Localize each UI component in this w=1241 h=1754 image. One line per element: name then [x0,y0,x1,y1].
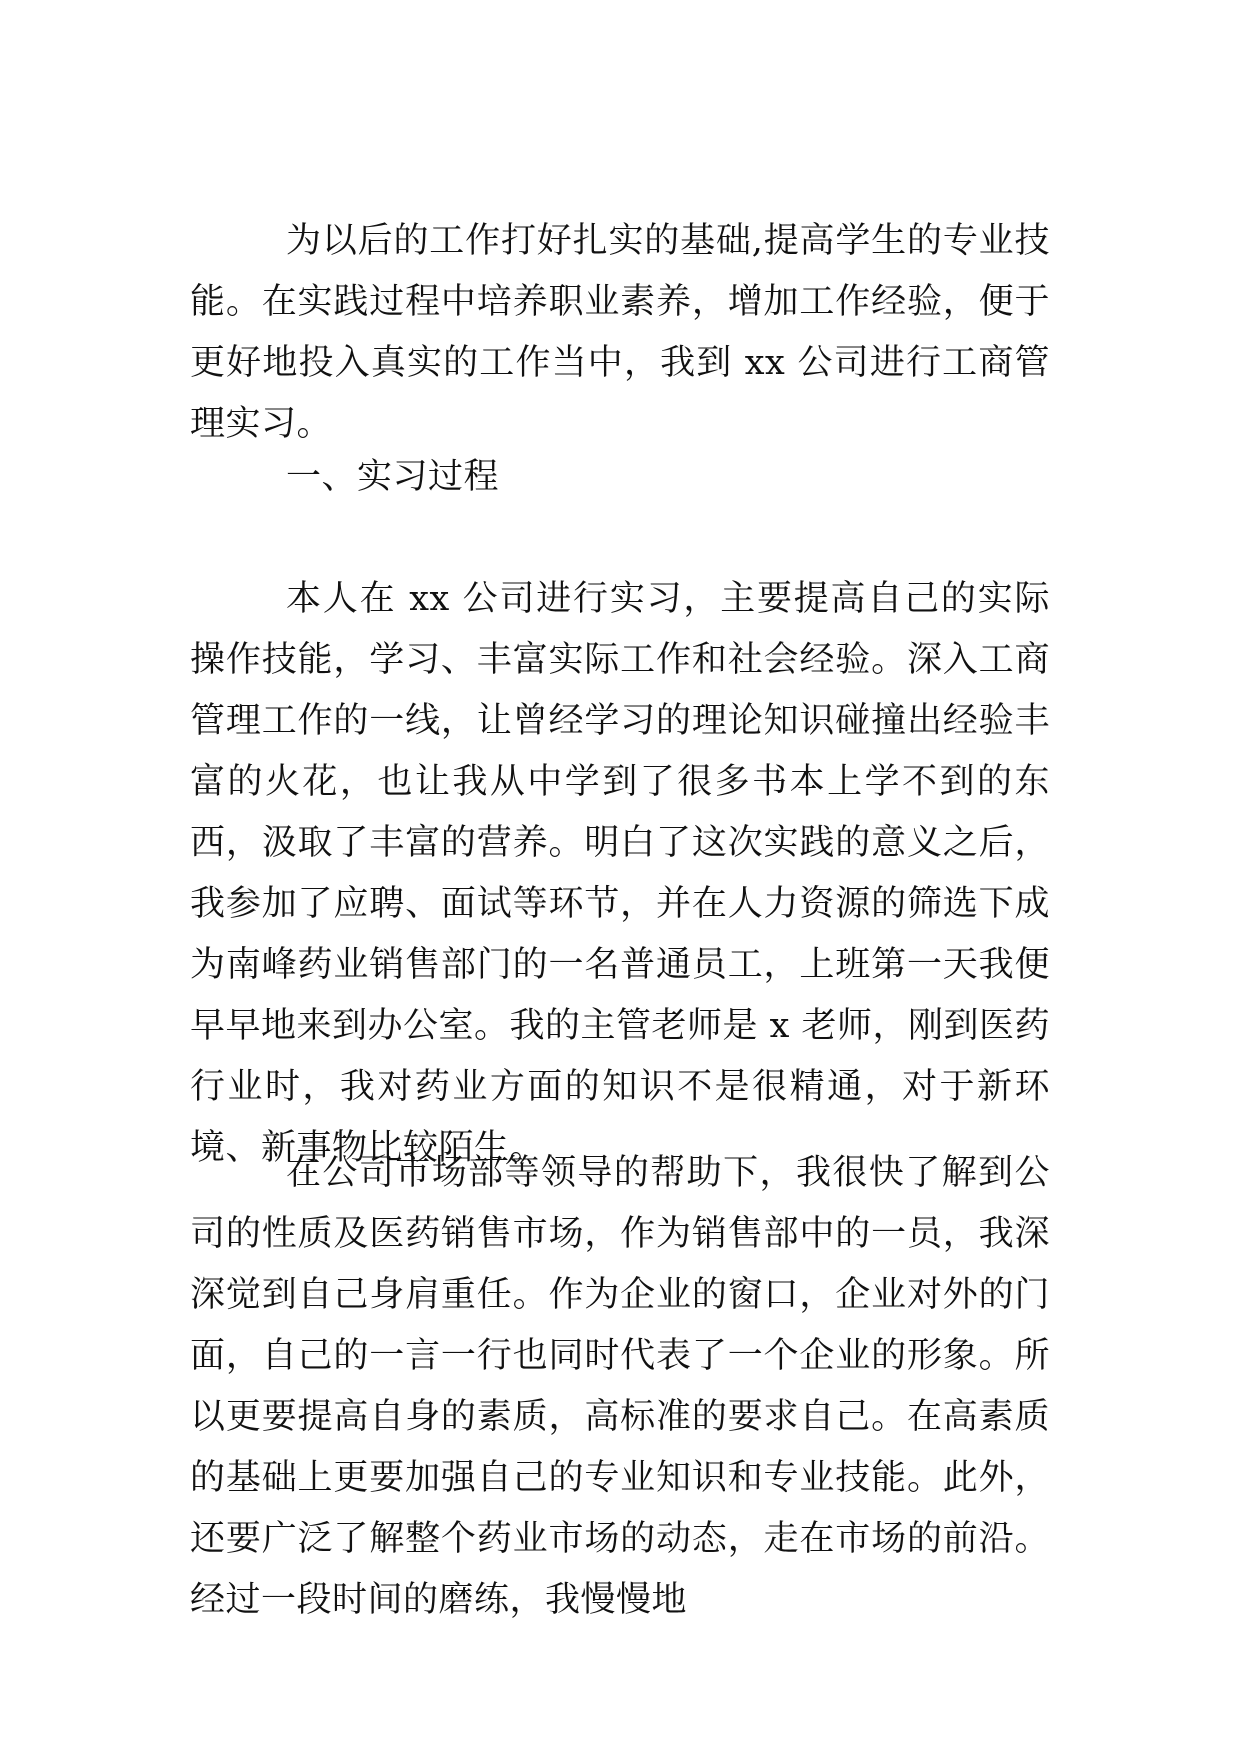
section-heading-internship-process: 一、实习过程 [286,457,500,497]
paragraph-internship-start: 本人在 xx 公司进行实习，主要提高自己的实际操作技能，学习、丰富实际工作和社会经验。深入工商管理工作的一线，让曾经学习的理论知识碰撞出经验丰富的火花，也让我从中学到了很多书本上学不到的东西，汲取了丰富的营养。明白了这次实践的意义之后，我参加了应聘、面试等环节，并在人力资源的筛选下成为南峰药业销售部门的一名普通员工，上班第一天我便早早地来到办公室。我的主管老师是 x 老师，刚到医药行业时，我对药业方面的知识不是很精通，对于新环境、新事物比较陌生。 [190,579,1050,1168]
paragraph-intro: 为以后的工作打好扎实的基础,提高学生的专业技能。在实践过程中培养职业素养，增加工作经验，便于更好地投入真实的工作当中，我到 xx 公司进行工商管理实习。 [190,221,1050,444]
paragraph-market-department: 在公司市场部等领导的帮助下，我很快了解到公司的性质及医药销售市场，作为销售部中的一员，我深深觉到自己身肩重任。作为企业的窗口，企业对外的门面，自己的一言一行也同时代表了一个企业的形象。所以更要提高自身的素质，高标准的要求自己。在高素质的基础上更要加强自己的专业知识和专业技能。此外，还要广泛了解整个药业市场的动态，走在市场的前沿。经过一段时间的磨练，我慢慢地 [190,1153,1050,1620]
